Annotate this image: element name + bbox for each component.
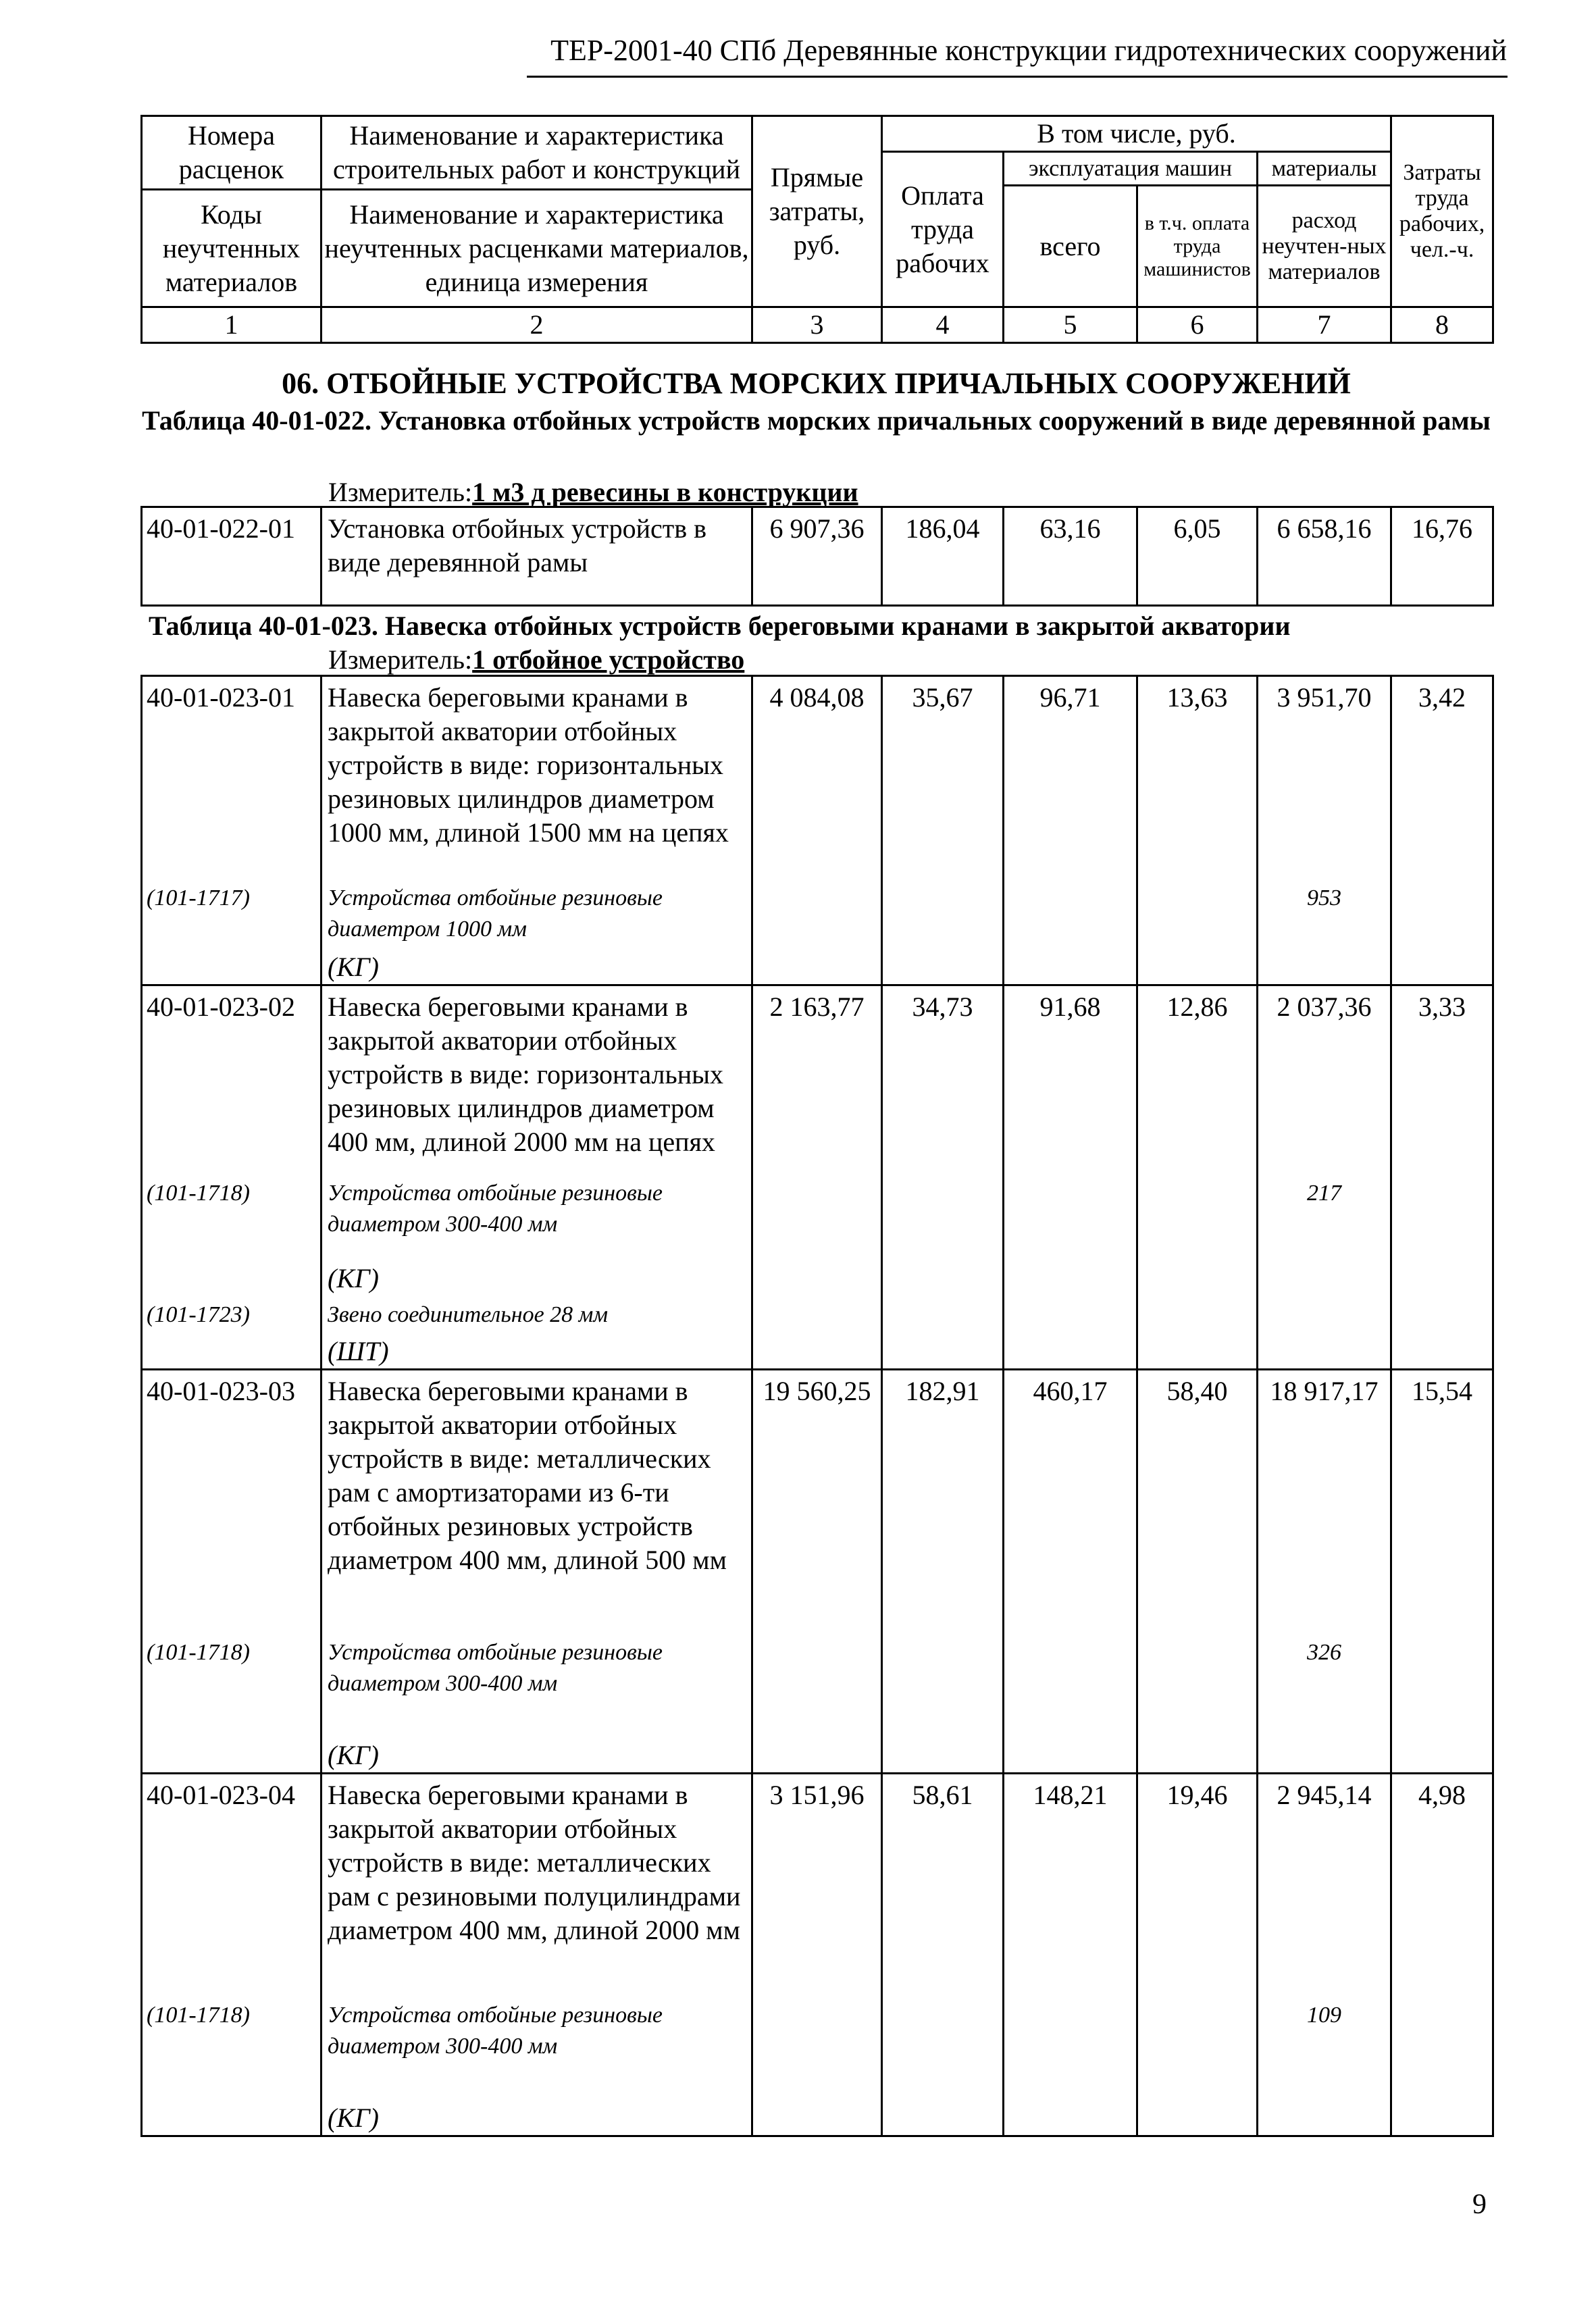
material-name: Устройства отбойные резиновые диаметром 300-400 мм [321,1996,752,2097]
table1-caption-text: Установка отбойных устройств морских причальных сооружений в виде деревянной рамы [378,405,1491,436]
header-materials: материалы [1258,152,1391,186]
material-cost: 3 951,70 [1258,676,1391,879]
header-name-bottom: Наименование и характеристика неучтенных расценками материалов, единица измерения [321,190,752,307]
rate-name: Навеска береговыми кранами в закрытой акватории отбойных устройств в виде: горизонтальных резиновых цилиндров диаметром 400 мм, длиной 2000 мм на цепях [321,985,752,1174]
material-unit: (КГ) [321,1258,752,1295]
header-machines-total: всего [1004,186,1137,307]
header-machines: эксплуатация машин [1004,152,1258,186]
material-name: Устройства отбойные резиновые диаметром 1000 мм [321,879,752,946]
direct-cost: 19 560,25 [752,1370,882,1633]
header-num-1: 1 [142,307,321,343]
table-row [142,1773,1493,1996]
labor-hours: 3,33 [1391,985,1493,1174]
table2-measure-value: 1 отбойное устройство [472,644,745,675]
rate-name: Установка отбойных устройств в виде деревянной рамы [321,507,752,606]
table1-caption-label: Таблица 40-01-022. [142,405,371,436]
table1-measure-value: 1 м3 д ревесины в конструкции [472,477,858,507]
table-row [142,507,1493,606]
table-row [142,985,1493,1174]
table1-body [140,506,1494,607]
rate-name: Навеска береговыми кранами в закрытой акватории отбойных устройств в виде: металлических рам с резиновыми полуцилиндрами диаметром 400 мм, длиной 2000 мм [321,1773,752,1996]
header-num-2: 2 [321,307,752,343]
machine-labor-cost: 12,86 [1137,985,1258,1174]
material-qty: 109 [1258,1996,1391,2097]
machine-cost: 148,21 [1004,1773,1137,1996]
material-code: (101-1723) [142,1295,321,1331]
material-unit-row [142,2097,1493,2136]
header-num-5: 5 [1004,307,1137,343]
labor-cost: 35,67 [882,676,1004,879]
rate-code: 40-01-023-01 [142,676,321,879]
labor-cost: 58,61 [882,1773,1004,1996]
table1-caption [140,404,1492,438]
material-unit: (КГ) [321,946,752,985]
direct-cost: 4 084,08 [752,676,882,879]
material-code: (101-1718) [142,1174,321,1258]
header-num-4: 4 [882,307,1004,343]
machine-cost: 63,16 [1004,507,1137,606]
header-num-8: 8 [1391,307,1493,343]
labor-cost: 34,73 [882,985,1004,1174]
material-name: Устройства отбойные резиновые диаметром 300-400 мм [321,1633,752,1734]
rate-code: 40-01-023-03 [142,1370,321,1633]
header-num-7: 7 [1258,307,1391,343]
direct-cost: 3 151,96 [752,1773,882,1996]
material-row [142,879,1493,946]
header-num-3: 3 [752,307,882,343]
material-qty: 326 [1258,1633,1391,1734]
material-unit-row [142,1734,1493,1774]
labor-cost: 186,04 [882,507,1004,606]
document-header: ТЕР-2001-40 СПб Деревянные конструкции гидротехнических сооружений [550,34,1507,67]
column-header-table [140,115,1494,344]
table-row [142,1370,1493,1633]
material-name: Устройства отбойные резиновые диаметром 300-400 мм [321,1174,752,1258]
machine-labor-cost: 13,63 [1137,676,1258,879]
rate-code: 40-01-022-01 [142,507,321,606]
header-num-6: 6 [1137,307,1258,343]
header-hours: Затраты труда рабочих, чел.-ч. [1391,116,1493,307]
material-row [142,1633,1493,1734]
header-machines-labor: в т.ч. оплата труда машинистов [1137,186,1258,307]
table2-measure [328,643,744,677]
rate-name: Навеска береговыми кранами в закрытой акватории отбойных устройств в виде: металлических рам с амортизаторами из 6-ти отбойных резиновых устройств диаметром 400 мм, длиной 500 мм [321,1370,752,1633]
table1-measure-label: Измеритель: [328,477,473,507]
material-cost: 2 037,36 [1258,985,1391,1174]
rate-code: 40-01-023-04 [142,1773,321,1996]
material-cost: 2 945,14 [1258,1773,1391,1996]
material-unit: (КГ) [321,1734,752,1774]
material-cost: 6 658,16 [1258,507,1391,606]
material-unit: (КГ) [321,2097,752,2136]
material-code: (101-1717) [142,879,321,946]
material-unit-row [142,946,1493,985]
header-code-top: Номера расценок [142,116,321,190]
material-code: (101-1718) [142,1996,321,2097]
page-number: 9 [1472,2189,1487,2220]
table1-measure [328,475,858,509]
header-name-top: Наименование и характеристика строительных работ и конструкций [321,116,752,190]
header-direct: Прямые затраты, руб. [752,116,882,307]
labor-cost: 182,91 [882,1370,1004,1633]
header-rule [527,76,1508,78]
labor-hours: 15,54 [1391,1370,1493,1633]
machine-cost: 96,71 [1004,676,1137,879]
material-row [142,1174,1493,1258]
header-labor: Оплата труда рабочих [882,152,1004,307]
header-incl: В том числе, руб. [882,116,1391,152]
table-row [142,676,1493,879]
table2-caption [149,609,1500,643]
material-row [142,1996,1493,2097]
machine-labor-cost: 19,46 [1137,1773,1258,1996]
machine-labor-cost: 58,40 [1137,1370,1258,1633]
material-code: (101-1718) [142,1633,321,1734]
material-unit: (ШТ) [321,1331,752,1370]
header-materials-use: расход неучтен-ных материалов [1258,186,1391,307]
table2-body [140,675,1494,2137]
rate-code: 40-01-023-02 [142,985,321,1174]
machine-labor-cost: 6,05 [1137,507,1258,606]
direct-cost: 2 163,77 [752,985,882,1174]
table2-caption-text: Навеска отбойных устройств береговыми кранами в закрытой акватории [384,611,1291,641]
table2-measure-label: Измеритель: [328,644,473,675]
rate-name: Навеска береговыми кранами в закрытой акватории отбойных устройств в виде: горизонтальных резиновых цилиндров диаметром 1000 мм, длиной 1500 мм на цепях [321,676,752,879]
table2-caption-label: Таблица 40-01-023. [149,611,378,641]
material-qty [1258,1295,1391,1331]
machine-cost: 91,68 [1004,985,1137,1174]
section-title: 06. ОТБОЙНЫЕ УСТРОЙСТВА МОРСКИХ ПРИЧАЛЬНЫХ СООРУЖЕНИЙ [282,367,1351,400]
material-cost: 18 917,17 [1258,1370,1391,1633]
material-unit-row [142,1331,1493,1370]
header-code-bottom: Коды неучтенных материалов [142,190,321,307]
material-name: Звено соединительное 28 мм [321,1295,752,1331]
material-row [142,1295,1493,1331]
material-qty: 217 [1258,1174,1391,1258]
material-unit-row [142,1258,1493,1295]
direct-cost: 6 907,36 [752,507,882,606]
machine-cost: 460,17 [1004,1370,1137,1633]
material-qty: 953 [1258,879,1391,946]
labor-hours: 4,98 [1391,1773,1493,1996]
labor-hours: 16,76 [1391,507,1493,606]
labor-hours: 3,42 [1391,676,1493,879]
